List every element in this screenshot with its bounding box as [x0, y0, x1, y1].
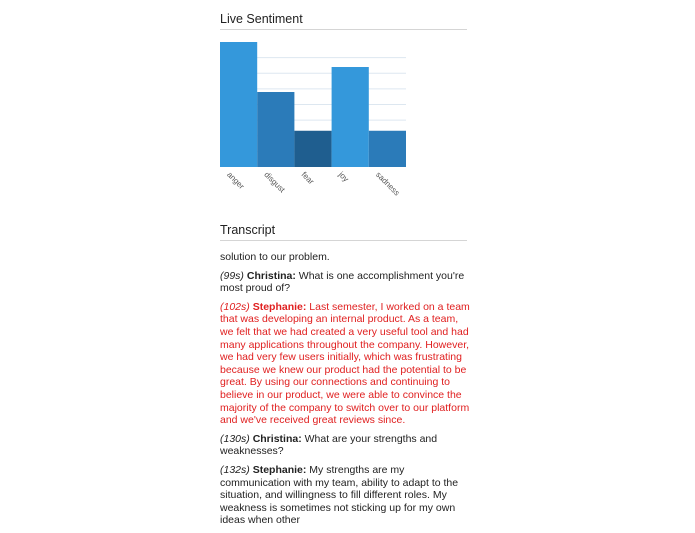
transcript-entry	[220, 433, 470, 458]
entry-timestamp: (132s)	[220, 463, 250, 476]
entry-timestamp: (102s)	[220, 300, 250, 313]
entry-timestamp: (130s)	[220, 432, 250, 445]
bar-sadness[interactable]	[369, 131, 406, 167]
entry-speaker: Christina:	[252, 432, 302, 445]
entry-text: My strengths are my communication with my team, ability to adapt to the situation, and willingness to fill different roles. My weakness is sometimes not sticking up for my own ideas when other	[220, 463, 459, 527]
entry-speaker: Christina:	[246, 269, 296, 282]
bar-anger[interactable]	[220, 42, 257, 167]
live-sentiment-title: Live Sentiment	[220, 12, 467, 30]
bar-joy[interactable]	[332, 67, 369, 167]
bar-fear[interactable]	[294, 131, 331, 167]
sentiment-chart-svg	[220, 42, 467, 222]
tick-label-anger: anger	[225, 170, 247, 191]
tick-label-disgust: disgust	[262, 170, 287, 195]
tick-label-sadness: sadness	[373, 170, 402, 198]
bar-disgust[interactable]	[257, 92, 294, 167]
entry-timestamp: (99s)	[220, 269, 244, 282]
entry-speaker: Stephanie:	[252, 300, 307, 313]
entry-text: Last semester, I worked on a team that was developing an internal product. As a team, we felt that we had created a very useful tool and had many applications throughout the company. However, we had very few users initially, which was frustrating because we knew our product had the potential to be great. By using our connections and continuing to believe in our product, we were able to convince the majority of the company to switch over to our platform and we've received great reviews since.	[220, 300, 470, 427]
transcript-body	[220, 251, 470, 527]
entry-text: What are your strengths and weaknesses?	[220, 432, 438, 458]
transcript-lead-text: solution to our problem.	[220, 251, 330, 263]
tick-label-fear: fear	[299, 170, 316, 187]
tick-label-joy: joy	[336, 170, 351, 184]
transcript-panel	[220, 223, 470, 533]
entry-text: What is one accomplishment you're most proud of?	[220, 269, 465, 295]
entry-speaker: Stephanie:	[252, 463, 307, 476]
live-sentiment-panel	[220, 12, 467, 198]
sentiment-chart	[220, 42, 467, 198]
transcript-entry	[220, 464, 470, 527]
transcript-title: Transcript	[220, 223, 467, 241]
transcript-entry	[220, 270, 470, 295]
transcript-entry	[220, 301, 470, 427]
